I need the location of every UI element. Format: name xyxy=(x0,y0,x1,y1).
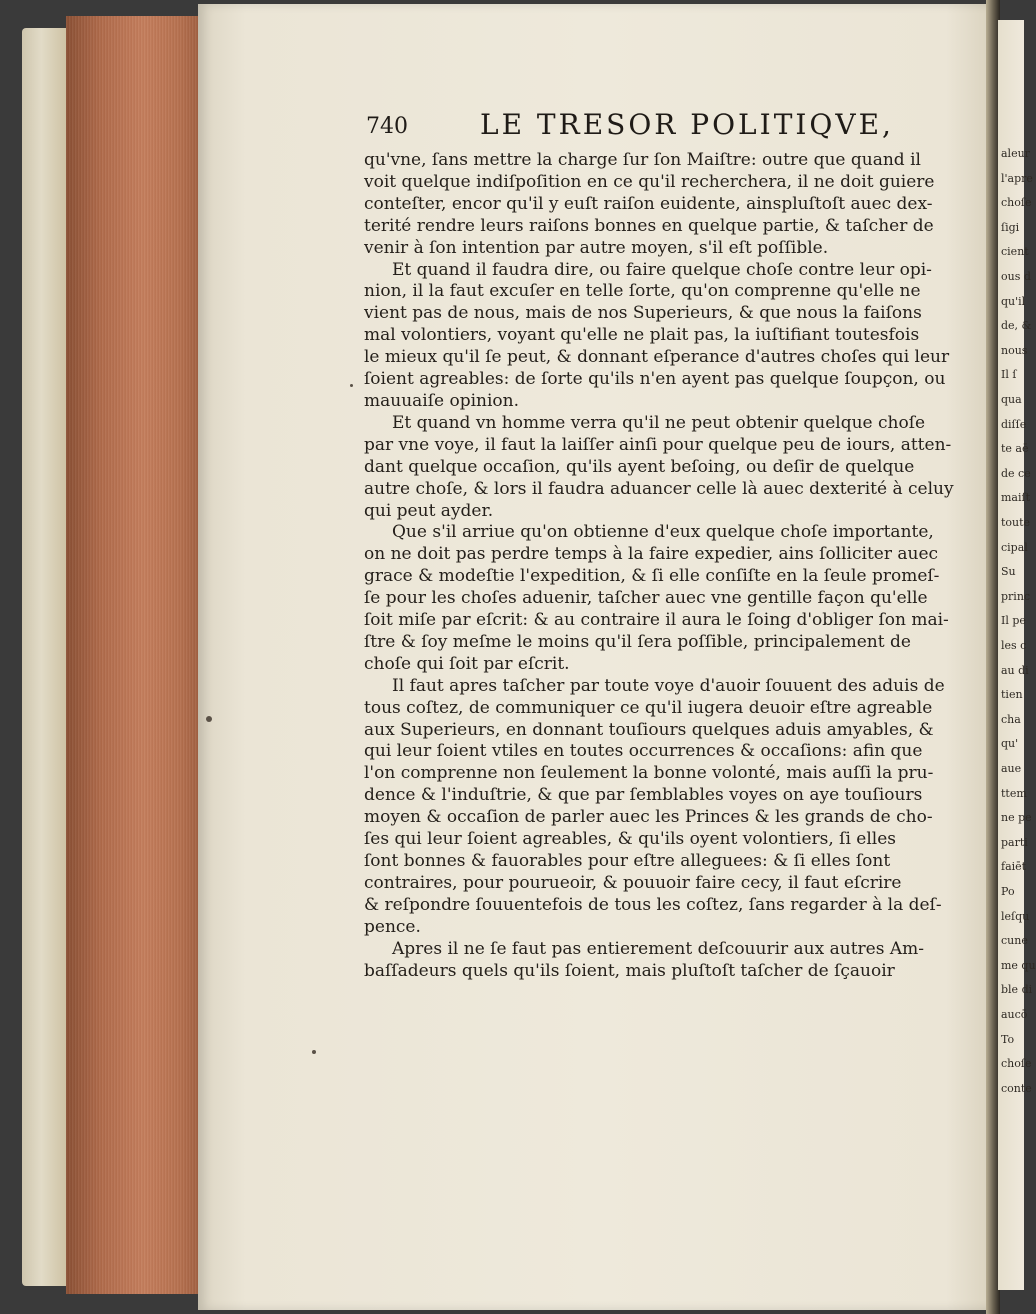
text-line: terité rendre leurs raiſons bonnes en quelque partie, & taſcher de xyxy=(364,215,934,236)
text-line: vient pas de nous, mais de nos Superieurs, & que nous la faiſons xyxy=(364,303,922,324)
running-title: LE TRESOR POLITIQVE, xyxy=(480,108,894,141)
facing-page-fragment: cipal xyxy=(1001,540,1028,554)
facing-page-fragment: les c xyxy=(1001,639,1027,652)
facing-page-fragment: choſe xyxy=(1001,1057,1032,1071)
text-line: dant quelque occaſion, qu'ils ayent beſoing, ou deſir de quelque xyxy=(364,456,915,477)
facing-page-fragment: conte xyxy=(1001,1081,1032,1095)
facing-page-fragment: tien xyxy=(1001,688,1023,702)
facing-page-fragment: cient xyxy=(1001,245,1029,259)
text-line: ſoient agreables: de ſorte qu'ils n'en ayent pas quelque ſoupçon, ou xyxy=(364,369,946,390)
facing-page-fragment: cune xyxy=(1001,934,1028,948)
text-line: voit quelque indiſpoſition en ce qu'il recherchera, il ne doit guiere xyxy=(364,171,935,192)
text-line: l'on comprenne non ſeulement la bonne volonté, mais auſſi la pru- xyxy=(364,763,934,784)
text-line: qui leur ſoient vtiles en toutes occurrences & occaſions: afin que xyxy=(364,741,923,762)
text-line: qu'vne, ſans mettre la charge ſur ſon Maiſtre: outre que quand il xyxy=(364,150,921,170)
page-number: 740 xyxy=(366,114,408,139)
facing-page-fragment: aucō xyxy=(1001,1008,1028,1021)
text-line: Et quand vn homme verra qu'il ne peut obtenir quelque choſe xyxy=(392,412,926,433)
facing-page-fragment: Po xyxy=(1001,885,1015,898)
facing-page-fragment: aleur xyxy=(1001,147,1030,160)
text-line: Et quand il faudra dire, ou faire quelque choſe contre leur opi- xyxy=(392,259,932,280)
text-line: dence & l'induſtrie, & que par ſemblables voyes on aye touſiours xyxy=(364,785,923,806)
ink-spot xyxy=(312,1050,316,1054)
text-line: Il faut apres taſcher par toute voye d'auoir ſouuent des aduis de xyxy=(392,675,945,696)
facing-page-fragment: ble di xyxy=(1001,983,1033,997)
facing-page-edge xyxy=(998,20,1036,1290)
facing-page-fragment: Su xyxy=(1001,565,1016,579)
facing-page-fragment: qu' xyxy=(1001,737,1019,751)
text-line: grace & modeſtie l'expedition, & ſi elle conſiſte en la ſeule promeſ- xyxy=(364,566,940,587)
facing-page-fragment: toute xyxy=(1001,516,1031,529)
body-text xyxy=(364,150,976,982)
text-line: Apres il ne ſe faut pas entierement deſcouurir aux autres Am- xyxy=(392,938,924,959)
text-line: par vne voye, il faut la laiſſer ainſi pour quelque peu de iours, atten- xyxy=(364,434,952,455)
facing-page-fragment: qua xyxy=(1001,393,1022,406)
facing-page-fragment: te aē xyxy=(1001,442,1029,456)
facing-page-fragment: faiēt xyxy=(1001,860,1027,874)
text-line: ſont bonnes & fauorables pour eſtre alleguees: & ſi elles ſont xyxy=(364,851,891,871)
text-line: venir à ſon intention par autre moyen, s'il eſt poſſible. xyxy=(364,237,829,258)
facing-page-fragment: choſe xyxy=(1001,196,1032,210)
facing-page-fragment: ous d xyxy=(1001,270,1031,283)
text-line: conteſter, encor qu'il y euſt raiſon euidente, ainspluſtoſt auec dex- xyxy=(364,193,933,214)
facing-page-fragment: To xyxy=(1001,1032,1015,1046)
text-line: autre choſe, & lors il faudra aduancer celle là auec dexterité à celuy xyxy=(364,478,954,499)
facing-page-fragment: leſqu xyxy=(1001,909,1030,923)
ink-spot xyxy=(350,384,353,387)
facing-page-fragment: me qu xyxy=(1001,958,1036,972)
facing-page-fragment: Il pe xyxy=(1001,614,1026,628)
text-line: aux Superieurs, en donnant touſiours quelques aduis amyables, & xyxy=(364,719,934,740)
text-line: mal volontiers, voyant qu'elle ne plait pas, la iuſtifiant toutesfois xyxy=(364,325,920,346)
facing-page-fragment: au di xyxy=(1001,663,1029,677)
facing-page-fragment: aue xyxy=(1001,762,1022,775)
text-line: baſſadeurs quels qu'ils ſoient, mais pluſtoſt taſcher de ſçauoir xyxy=(364,960,895,981)
text-line: on ne doit pas perdre temps à la faire expedier, ains ſolliciter auec xyxy=(364,544,939,565)
text-line: Que s'il arriue qu'on obtienne d'eux quelque choſe importante, xyxy=(392,522,934,543)
facing-page-fragment: ttem xyxy=(1001,786,1027,800)
facing-page-fragment: l'apre xyxy=(1001,171,1033,185)
facing-page-fragment: ſigi xyxy=(1001,220,1020,234)
facing-page-fragment: ne pe xyxy=(1001,811,1032,825)
facing-page-fragment: qu'il xyxy=(1001,294,1026,308)
text-line: pence. xyxy=(364,916,421,937)
facing-page-fragment: diſſe xyxy=(1001,417,1027,431)
text-line: ſes qui leur ſoient agreables, & qu'ils oyent volontiers, ſi elles xyxy=(364,829,897,850)
facing-page-fragment: de ce xyxy=(1001,466,1031,480)
facing-page-fragment: maiſt xyxy=(1001,491,1030,505)
text-line: le mieux qu'il ſe peut, & donnant eſperance d'autres choſes qui leur xyxy=(364,347,950,368)
page-block-edges xyxy=(66,16,206,1294)
facing-page-fragment: princ xyxy=(1001,589,1031,603)
facing-page-fragment: Il ſ xyxy=(1001,368,1017,382)
text-line: choſe qui ſoit par eſcrit. xyxy=(364,653,570,674)
text-line: ſtre & ſoy meſme le moins qu'il ſera poſſible, principalement de xyxy=(364,631,911,652)
facing-page-fragment: parti xyxy=(1001,835,1028,849)
facing-page-fragment: de, & xyxy=(1001,319,1032,333)
text-line: mauuaiſe opinion. xyxy=(364,390,520,411)
text-line: contraires, pour pourueoir, & pouuoir faire cecy, il faut eſcrire xyxy=(364,872,902,893)
book-cover-edge xyxy=(22,28,70,1286)
text-line: qui peut ayder. xyxy=(364,500,494,521)
text-line: nion, il la faut excuſer en telle ſorte, qu'on comprenne qu'elle ne xyxy=(364,281,921,302)
text-line: ſoit miſe par eſcrit: & au contraire il aura le ſoing d'obliger ſon mai- xyxy=(364,610,949,631)
text-line: ſe pour les choſes aduenir, taſcher auec vne gentille façon qu'elle xyxy=(364,588,928,609)
facing-page-fragment: nous xyxy=(1001,343,1028,357)
text-line: & reſpondre ſouuentefois de tous les coſtez, ſans regarder à la deſ- xyxy=(364,894,942,915)
text-line: tous coſtez, de communiquer ce qu'il iugera deuoir eſtre agreable xyxy=(364,697,933,718)
ink-spot xyxy=(206,716,212,722)
text-line: moyen & occaſion de parler auec les Princes & les grands de cho- xyxy=(364,807,933,828)
facing-page-fragment: cha xyxy=(1001,712,1021,726)
running-head xyxy=(366,108,906,148)
